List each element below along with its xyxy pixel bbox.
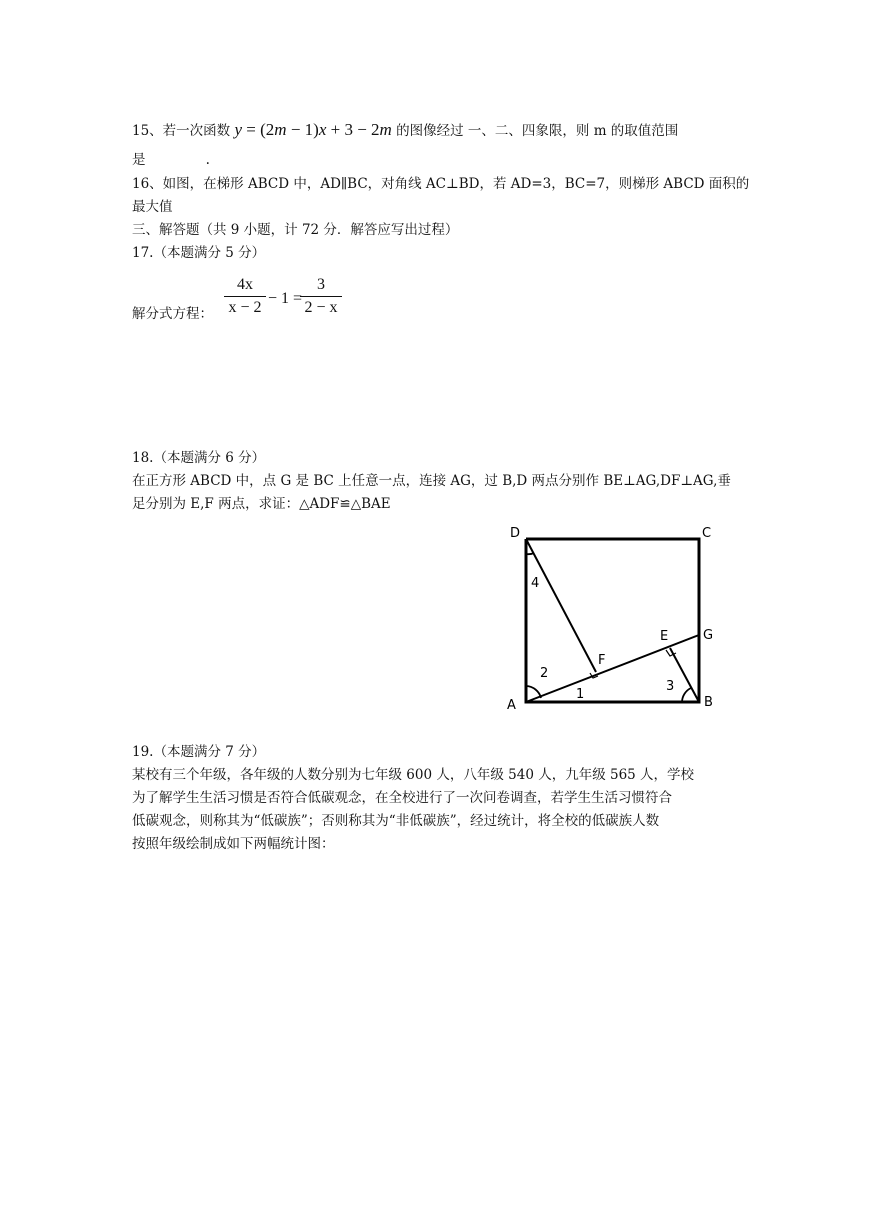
q19-line3: 低碳观念，则称其为“低碳族”；否则称其为“非低碳族”，经过统计，将全校的低碳族人数: [132, 813, 660, 829]
q15-line2: 是 .: [132, 152, 210, 168]
label-a: A: [507, 698, 516, 713]
q17-fraction-right: [300, 276, 342, 317]
q17-header: 17.（本题满分 5 分）: [132, 245, 266, 261]
label-angle-1: 1: [576, 687, 585, 702]
label-e: E: [660, 629, 669, 644]
square-geometry-figure: [500, 520, 730, 715]
label-d: D: [510, 526, 521, 541]
segment-df: [526, 539, 596, 672]
q15-suffix: 的图像经过 一、二、四象限，则 m 的取值范围: [396, 123, 679, 139]
q18-line1: 在正方形 ABCD 中，点 G 是 BC 上任意一点，连接 AG，过 B,D 两点分别作 BE⊥AG,DF⊥AG,垂: [132, 473, 731, 489]
q17-fraction-left: [224, 276, 266, 317]
q17-middle: − 1 =: [268, 290, 303, 307]
q15-prefix: 15、若一次函数: [132, 123, 231, 139]
q17-frac1-denominator: x − 2: [228, 299, 262, 316]
q16-line1: 16、如图，在梯形 ABCD 中，AD∥BC，对角线 AC⊥BD，若 AD=3，BC=7，则梯形 ABCD 面积的: [132, 176, 750, 192]
label-f: F: [598, 653, 606, 668]
section3-heading: 三、解答题（共 9 小题，计 72 分．解答应写出过程）: [132, 222, 459, 238]
q17-frac2-denominator: 2 − x: [304, 299, 338, 316]
q18-line2: 足分别为 E,F 两点，求证：△ADF≌△BAE: [132, 496, 391, 512]
label-angle-3: 3: [666, 679, 675, 694]
q15-formula: y = (2m − 1)x + 3 − 2m: [234, 120, 392, 139]
q17-label: 解分式方程：: [132, 306, 213, 322]
q15-line1: [132, 121, 678, 140]
label-b: B: [704, 695, 713, 710]
square-abcd: [526, 539, 699, 702]
q19-line4: 按照年级绘制成如下两幅统计图：: [132, 836, 335, 852]
angle-arc-3: [682, 688, 691, 702]
q17-frac1-numerator: 4x: [224, 276, 266, 297]
q19-line1: 某校有三个年级，各年级的人数分别为七年级 600 人，八年级 540 人，九年级 565 人，学校: [132, 767, 695, 783]
q19-header: 19.（本题满分 7 分）: [132, 744, 266, 760]
label-c: C: [702, 526, 712, 541]
q19-line2: 为了解学生生活习惯是否符合低碳观念，在全校进行了一次问卷调查，若学生生活习惯符合: [132, 790, 672, 806]
label-g: G: [703, 628, 714, 643]
q16-line2: 最大值: [132, 199, 173, 215]
q17-frac2-numerator: 3: [300, 276, 342, 297]
label-angle-4: 4: [531, 576, 540, 591]
q18-header: 18.（本题满分 6 分）: [132, 450, 266, 466]
label-angle-2: 2: [540, 666, 549, 681]
